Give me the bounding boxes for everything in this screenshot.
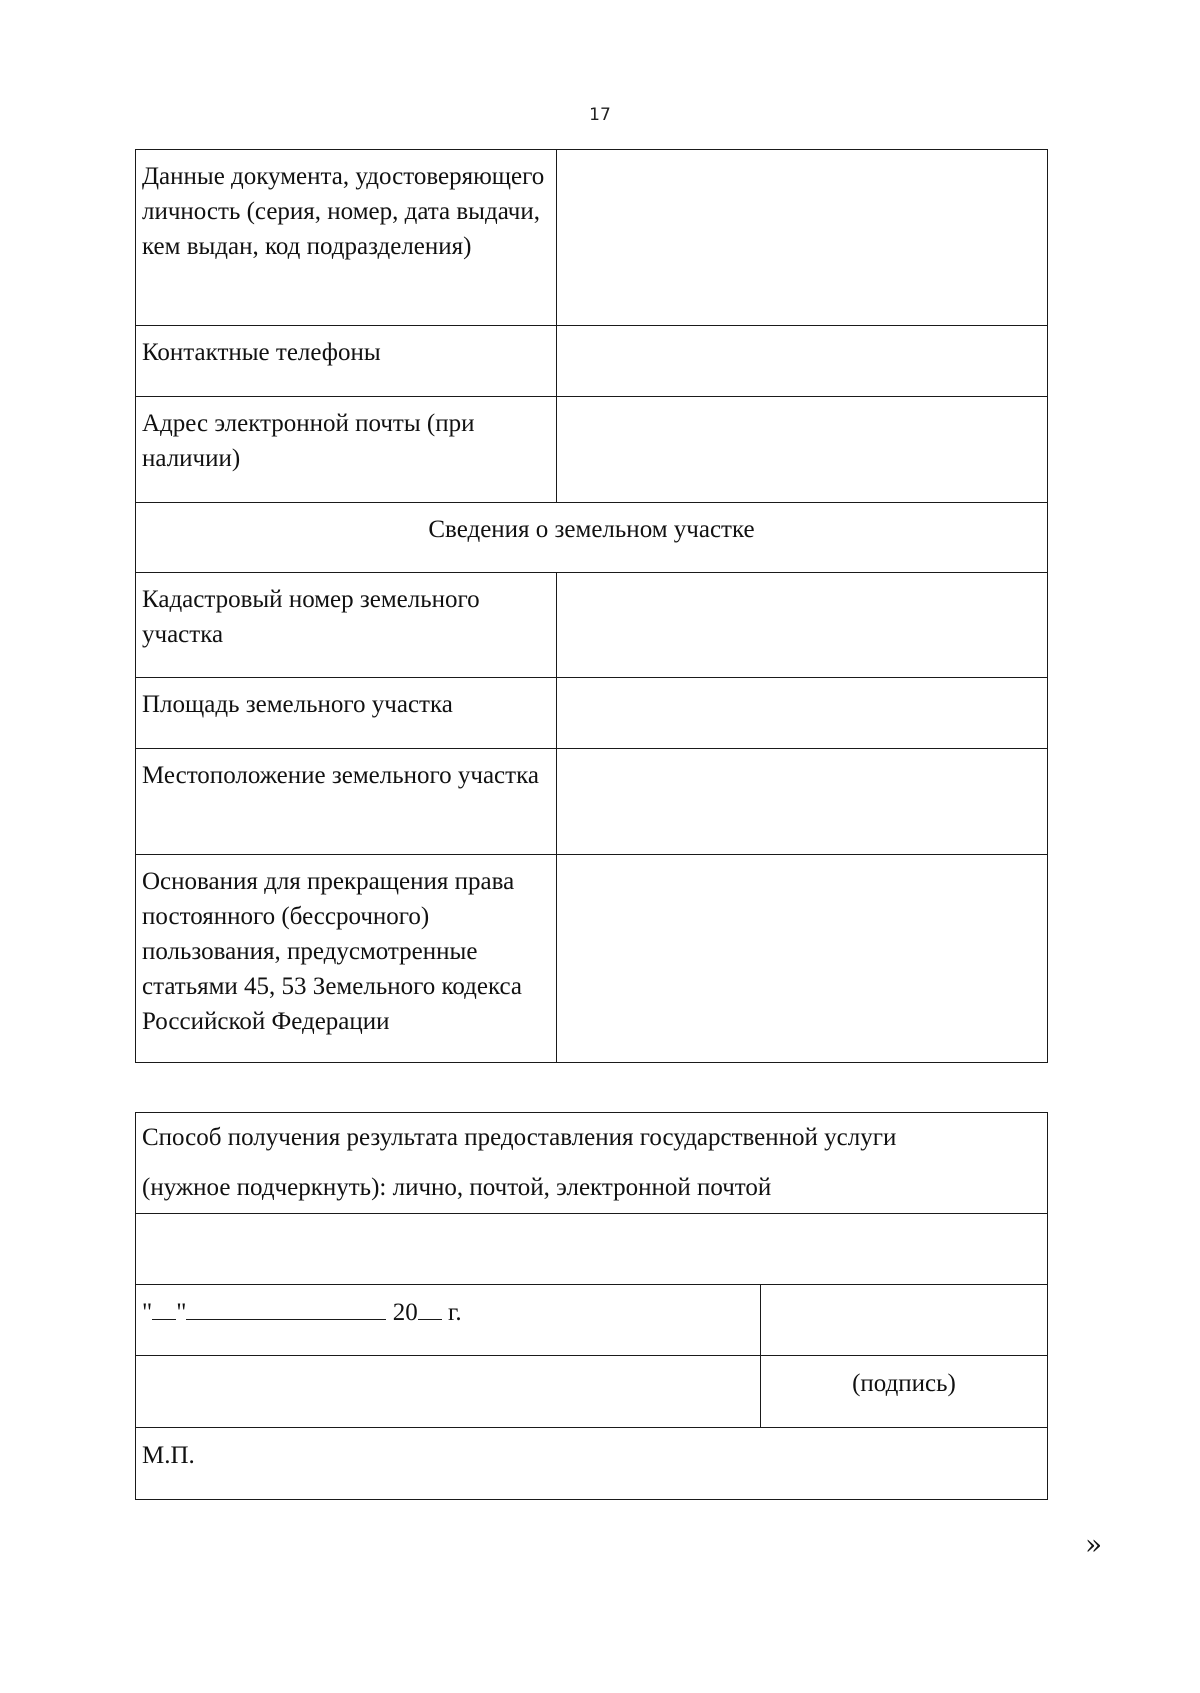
table-row — [136, 1356, 1048, 1428]
email-value[interactable] — [557, 397, 1048, 503]
result-method-table — [135, 1112, 1048, 1500]
signature-field[interactable] — [761, 1285, 1048, 1356]
closing-quote-mark: » — [1085, 1528, 1103, 1561]
termination-grounds-label: Основания для прекращения права постоянного (бессрочного) пользования, предусмотренные статьями 45, 53 Земельного кодекса Российской Федерации — [136, 855, 557, 1063]
land-section-header: Сведения о земельном участке — [136, 503, 1048, 573]
table-row — [136, 1113, 1048, 1214]
date-cell[interactable] — [136, 1285, 761, 1356]
table-row — [136, 397, 1048, 503]
year-prefix: 20 — [392, 1299, 418, 1326]
date-close-quote: " — [176, 1299, 187, 1326]
termination-grounds-value[interactable] — [557, 855, 1048, 1063]
cadastral-number-label: Кадастровый номер земельного участка — [136, 573, 557, 678]
table-row — [136, 1428, 1048, 1500]
result-method-line-1: Способ получения результата предоставления государственной услуги — [142, 1124, 897, 1151]
day-blank[interactable] — [152, 1295, 176, 1320]
table-row — [136, 573, 1048, 678]
signature-label: (подпись) — [761, 1356, 1048, 1428]
contact-phones-label: Контактные телефоны — [136, 326, 557, 397]
land-location-label: Местоположение земельного участка — [136, 749, 557, 855]
table-row — [136, 150, 1048, 326]
table-row — [136, 855, 1048, 1063]
blank-entry-cell[interactable] — [136, 1214, 1048, 1285]
result-method-cell — [136, 1113, 1048, 1214]
contact-phones-value[interactable] — [557, 326, 1048, 397]
table-row — [136, 749, 1048, 855]
table-row — [136, 326, 1048, 397]
table-row — [136, 1285, 1048, 1356]
email-label: Адрес электронной почты (при наличии) — [136, 397, 557, 503]
year-blank[interactable] — [418, 1295, 442, 1320]
table-row — [136, 503, 1048, 573]
land-area-value[interactable] — [557, 678, 1048, 749]
year-suffix: г. — [447, 1299, 462, 1326]
applicant-land-table — [135, 149, 1048, 1063]
stamp-label: М.П. — [136, 1428, 1048, 1500]
identity-document-label: Данные документа, удостоверяющего личность (серия, номер, дата выдачи, кем выдан, код подразделения) — [136, 150, 557, 326]
blank-left-cell — [136, 1356, 761, 1428]
land-location-value[interactable] — [557, 749, 1048, 855]
month-blank[interactable] — [186, 1295, 386, 1320]
table-row — [136, 1214, 1048, 1285]
cadastral-number-value[interactable] — [557, 573, 1048, 678]
date-open-quote: " — [142, 1299, 153, 1326]
identity-document-value[interactable] — [557, 150, 1048, 326]
table-row — [136, 678, 1048, 749]
land-area-label: Площадь земельного участка — [136, 678, 557, 749]
result-method-line-2: (нужное подчеркнуть): лично, почтой, электронной почтой — [142, 1174, 772, 1201]
page-number: 17 — [589, 105, 611, 125]
